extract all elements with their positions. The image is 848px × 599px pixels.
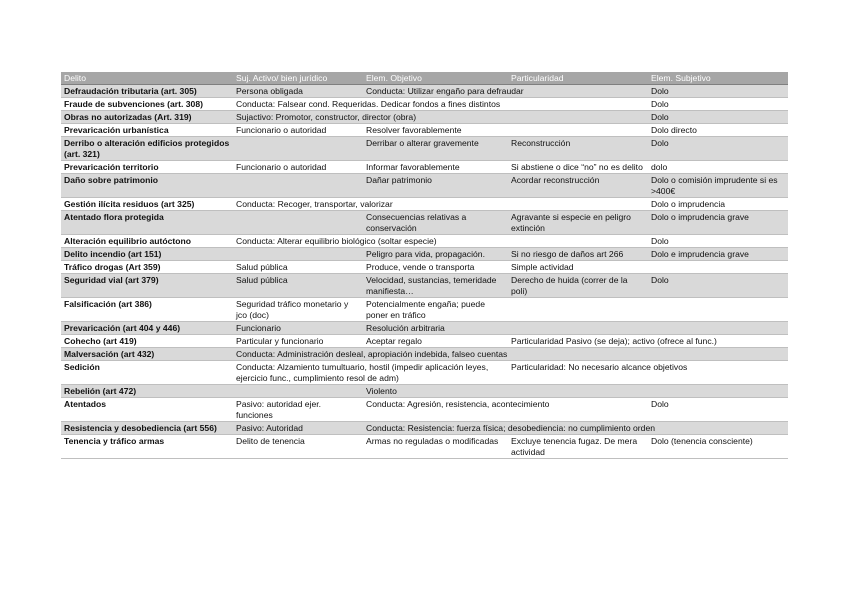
crime-name-cell: Atentado flora protegida	[61, 211, 233, 235]
table-cell: Conducta: Agresión, resistencia, acontecimiento	[363, 398, 648, 422]
crime-name-cell: Delito incendio (art 151)	[61, 248, 233, 261]
crime-name-cell: Rebelión (art 472)	[61, 385, 233, 398]
table-cell	[233, 137, 363, 161]
table-row	[61, 435, 788, 459]
table-row	[61, 198, 788, 211]
table-cell: dolo	[648, 161, 788, 174]
table-row	[61, 361, 788, 385]
table-cell: Armas no reguladas o modificadas	[363, 435, 508, 459]
table-cell: Dolo directo	[648, 124, 788, 137]
table-row	[61, 274, 788, 298]
table-cell: Funcionario	[233, 322, 363, 335]
table-cell: Velocidad, sustancias, temeridade manifiesta…	[363, 274, 508, 298]
crime-name-cell: Gestión ilícita residuos (art 325)	[61, 198, 233, 211]
table-row	[61, 211, 788, 235]
table-cell: Produce, vende o transporta	[363, 261, 508, 274]
table-cell: Dolo	[648, 235, 788, 248]
table-cell: Resolver favorablemente	[363, 124, 508, 137]
table-cell: Conducta: Falsear cond. Requeridas. Dedicar fondos a fines distintos	[233, 98, 648, 111]
table-row	[61, 422, 788, 435]
table-row	[61, 385, 788, 398]
table-cell	[648, 261, 788, 274]
table-cell: Resolución arbitraria	[363, 322, 508, 335]
table-cell: Salud pública	[233, 261, 363, 274]
table-cell: Conducta: Utilizar engaño para defraudar	[363, 85, 648, 98]
crime-name-cell: Prevaricación urbanística	[61, 124, 233, 137]
table-cell: Particular y funcionario	[233, 335, 363, 348]
table-cell	[233, 248, 363, 261]
table-cell: Funcionario o autoridad	[233, 124, 363, 137]
table-cell	[648, 298, 788, 322]
table-cell: Excluye tenencia fugaz. De mera actividad	[508, 435, 648, 459]
table-row	[61, 248, 788, 261]
table-row	[61, 85, 788, 98]
crime-name-cell: Seguridad vial (art 379)	[61, 274, 233, 298]
table-row	[61, 348, 788, 361]
table-cell: Dañar patrimonio	[363, 174, 508, 198]
table-cell: Dolo	[648, 137, 788, 161]
column-header: Elem. Subjetivo	[648, 72, 788, 85]
table-cell: Informar favorablemente	[363, 161, 508, 174]
crime-name-cell: Tráfico drogas (Art 359)	[61, 261, 233, 274]
table-cell: Delito de tenencia	[233, 435, 363, 459]
table-row	[61, 111, 788, 124]
table-cell: Dolo o imprudencia	[648, 198, 788, 211]
table-cell: Conducta: Resistencia: fuerza física; desobediencia: no cumplimiento orden	[363, 422, 788, 435]
table-cell: Persona obligada	[233, 85, 363, 98]
table-cell: Dolo o imprudencia grave	[648, 211, 788, 235]
column-header: Elem. Objetivo	[363, 72, 508, 85]
table-header-row	[61, 72, 788, 85]
table-cell	[648, 322, 788, 335]
table-cell: Dolo	[648, 274, 788, 298]
table-cell: Particularidad Pasivo (se deja); activo (ofrece al func.)	[508, 335, 788, 348]
table-cell: Dolo	[648, 98, 788, 111]
crime-name-cell: Derribo o alteración edificios protegidos (art. 321)	[61, 137, 233, 161]
table-cell	[233, 174, 363, 198]
crime-name-cell: Defraudación tributaria (art. 305)	[61, 85, 233, 98]
table-row	[61, 124, 788, 137]
table-cell: Reconstrucción	[508, 137, 648, 161]
crime-name-cell: Tenencia y tráfico armas	[61, 435, 233, 459]
table-cell: Dolo (tenencia consciente)	[648, 435, 788, 459]
table-row	[61, 298, 788, 322]
table-cell: Dolo o comisión imprudente si es >400€	[648, 174, 788, 198]
crime-name-cell: Cohecho (art 419)	[61, 335, 233, 348]
table-cell: Funcionario o autoridad	[233, 161, 363, 174]
crime-name-cell: Fraude de subvenciones (art. 308)	[61, 98, 233, 111]
column-header: Suj. Activo/ bien jurídico	[233, 72, 363, 85]
crime-name-cell: Falsificación (art 386)	[61, 298, 233, 322]
table-row	[61, 137, 788, 161]
table-cell: Dolo	[648, 398, 788, 422]
table-cell: Derecho de huida (correr de la poli)	[508, 274, 648, 298]
table-row	[61, 322, 788, 335]
table-cell	[233, 385, 363, 398]
table-cell: Conducta: Administración desleal, apropiación indebida, falseo cuentas	[233, 348, 788, 361]
table-cell: Conducta: Alterar equilibrio biológico (soltar especie)	[233, 235, 648, 248]
table-row	[61, 261, 788, 274]
crime-name-cell: Alteración equilibrio autóctono	[61, 235, 233, 248]
table-cell	[508, 322, 648, 335]
table-cell	[648, 385, 788, 398]
table-cell: Dolo e imprudencia grave	[648, 248, 788, 261]
table-cell: Agravante si especie en peligro extinción	[508, 211, 648, 235]
table-cell: Violento	[363, 385, 508, 398]
table-cell	[508, 385, 648, 398]
table-cell: Conducta: Alzamiento tumultuario, hostil (impedir aplicación leyes, ejercicio func., cumplimiento resol de adm)	[233, 361, 508, 385]
table-cell: Simple actividad	[508, 261, 648, 274]
table-body	[61, 85, 788, 459]
table-cell: Consecuencias relativas a conservación	[363, 211, 508, 235]
table-row	[61, 235, 788, 248]
table-row	[61, 398, 788, 422]
crime-name-cell: Prevaricación territorio	[61, 161, 233, 174]
table-cell: Si abstiene o dice “no” no es delito	[508, 161, 648, 174]
table-cell: Peligro para vida, propagación.	[363, 248, 508, 261]
crimes-table	[61, 72, 788, 459]
crime-name-cell: Sedición	[61, 361, 233, 385]
crime-name-cell: Prevaricación (art 404 y 446)	[61, 322, 233, 335]
table-cell: Conducta: Recoger, transportar, valorizar	[233, 198, 648, 211]
crime-name-cell: Resistencia y desobediencia (art 556)	[61, 422, 233, 435]
table-cell: Derribar o alterar gravemente	[363, 137, 508, 161]
crime-name-cell: Daño sobre patrimonio	[61, 174, 233, 198]
table-cell: Seguridad tráfico monetario y jco (doc)	[233, 298, 363, 322]
table-row	[61, 335, 788, 348]
table-cell: Aceptar regalo	[363, 335, 508, 348]
table-cell: Salud pública	[233, 274, 363, 298]
table-cell: Pasivo: Autoridad	[233, 422, 363, 435]
table-cell: Pasivo: autoridad ejer. funciones	[233, 398, 363, 422]
crime-name-cell: Atentados	[61, 398, 233, 422]
table-row	[61, 161, 788, 174]
table-cell	[508, 298, 648, 322]
table-cell: Sujactivo: Promotor, constructor, director (obra)	[233, 111, 648, 124]
column-header: Particularidad	[508, 72, 648, 85]
table-row	[61, 98, 788, 111]
table-cell: Potencialmente engaña; puede poner en tráfico	[363, 298, 508, 322]
crime-name-cell: Malversación (art 432)	[61, 348, 233, 361]
crime-name-cell: Obras no autorizadas (Art. 319)	[61, 111, 233, 124]
table-cell: Acordar reconstrucción	[508, 174, 648, 198]
table-cell: Dolo	[648, 85, 788, 98]
table-cell	[233, 211, 363, 235]
table-cell	[508, 124, 648, 137]
table-cell: Si no riesgo de daños art 266	[508, 248, 648, 261]
column-header: Delito	[61, 72, 233, 85]
table-cell: Dolo	[648, 111, 788, 124]
table-cell: Particularidad: No necesario alcance objetivos	[508, 361, 788, 385]
table-row	[61, 174, 788, 198]
